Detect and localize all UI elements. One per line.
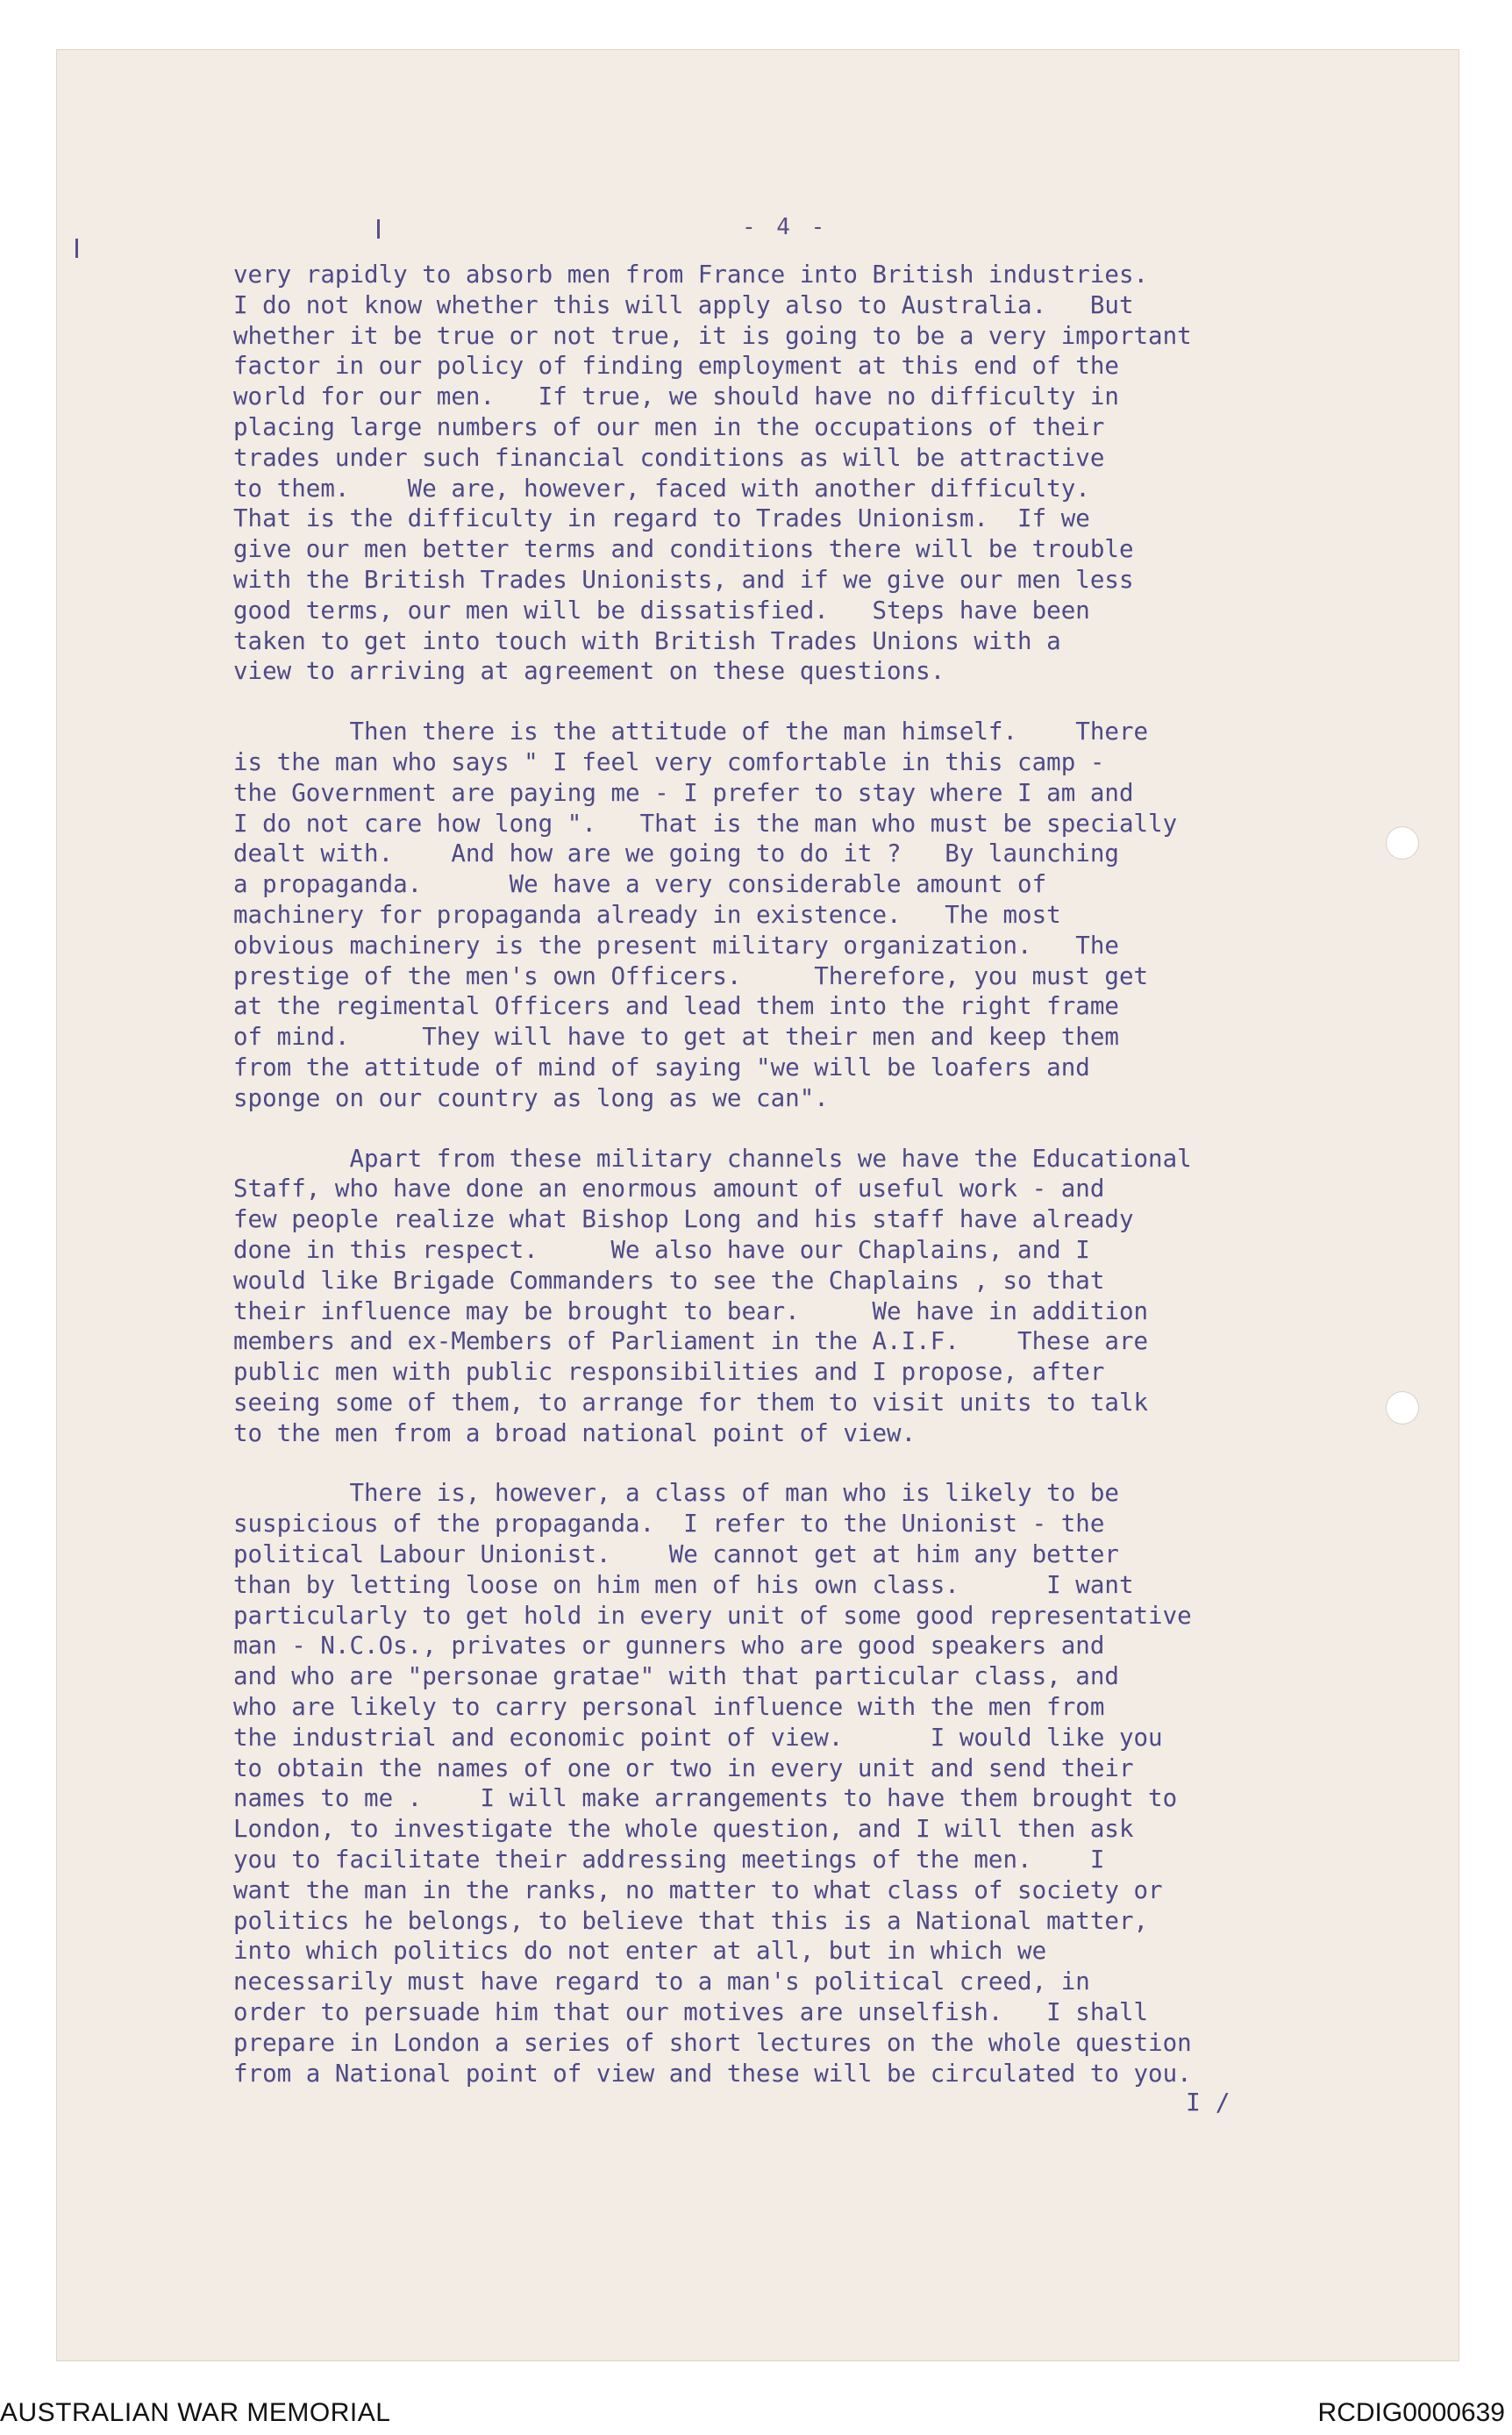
text-line: very rapidly to absorb men from France into British industries. [233,261,1149,289]
text-line: world for our men. If true, we should have no difficulty in [233,382,1119,411]
text-line: few people realize what Bishop Long and his staff have already [233,1205,1134,1234]
catchword: I / [1186,2088,1230,2117]
text-line: from the attitude of mind of saying "we will be loafers and [233,1053,1090,1082]
text-line: machinery for propaganda already in existence. The most [233,900,1061,929]
text-line: you to facilitate their addressing meetings of the men. I [233,1846,1105,1874]
text-line: to them. We are, however, faced with another difficulty. [233,474,1090,503]
text-line: and who are "personae gratae" with that particular class, and [233,1662,1119,1691]
text-line: prestige of the men's own Officers. Therefore, you must get [233,961,1149,990]
text-line: placing large numbers of our men in the occupations of their [233,412,1105,441]
text-line: taken to get into touch with British Trades Unions with a [233,626,1061,655]
text-line: members and ex-Members of Parliament in the A.I.F. These are [233,1327,1149,1356]
paragraph-2 [233,717,1382,1113]
page-number: - 4 - [742,214,829,240]
text-line: view to arriving at agreement on these questions. [233,657,945,686]
text-line: Then there is the attitude of the man himself. There [233,718,1149,746]
text-line: the Government are paying me - I prefer to stay where I am and [233,778,1134,807]
text-line: politics he belongs, to believe that this is a National matter, [233,1906,1149,1935]
text-line: particularly to get hold in every unit of some good representative [233,1601,1192,1630]
text-line: seeing some of them, to arrange for them to visit units to talk [233,1388,1149,1417]
institution-name: AUSTRALIAN WAR MEMORIAL [0,2398,391,2427]
text-line: is the man who says " I feel very comfortable in this camp - [233,747,1105,776]
text-line: I do not care how long ". That is the man who must be specially [233,809,1178,838]
text-line: done in this respect. We also have our Chaplains, and I [233,1235,1090,1264]
paragraph-4 [233,1478,1382,2089]
text-line: want the man in the ranks, no matter to what class of society or [233,1875,1163,1904]
text-line: public men with public responsibilities and I propose, after [233,1358,1105,1387]
text-line: London, to investigate the whole question, and I will then ask [233,1815,1134,1844]
text-line: to obtain the names of one or two in every unit and send their [233,1753,1134,1782]
text-line: with the British Trades Unionists, and if we give our men less [233,565,1134,594]
text-line: whether it be true or not true, it is going to be a very important [233,321,1192,350]
margin-mark [377,219,380,239]
text-line: trades under such financial conditions as will be attractive [233,443,1105,472]
text-line: necessarily must have regard to a man's political creed, in [233,1967,1090,1996]
text-line: political Labour Unionist. We cannot get at him any better [233,1540,1119,1569]
typed-letter-body [233,260,1382,2089]
archive-footer [0,2388,1512,2435]
text-line: into which politics do not enter at all, but in which we [233,1937,1047,1966]
text-line: That is the difficulty in regard to Trades Unionism. If we [233,504,1090,533]
text-line: names to me . I will make arrangements to have them brought to [233,1784,1178,1813]
text-line: at the regimental Officers and lead them into the right frame [233,992,1119,1021]
text-line: man - N.C.Os., privates or gunners who are good speakers and [233,1632,1105,1660]
text-line: of mind. They will have to get at their men and keep them [233,1023,1119,1052]
punch-hole-bottom [1386,1391,1419,1425]
text-line: good terms, our men will be dissatisfied. Steps have been [233,596,1090,625]
record-id: RCDIG0000639 [1317,2398,1505,2427]
margin-mark [75,239,78,258]
text-line: would like Brigade Commanders to see the Chaplains , so that [233,1266,1105,1295]
text-line: obvious machinery is the present military organization. The [233,931,1119,960]
text-line: than by letting loose on him men of his own class. I want [233,1570,1134,1599]
text-line: give our men better terms and conditions there will be trouble [233,535,1134,564]
text-line: Apart from these military channels we have the Educational [233,1144,1192,1173]
text-line: I do not know whether this will apply also to Australia. But [233,290,1134,319]
text-line: a propaganda. We have a very considerable amount of [233,870,1047,899]
text-line: Staff, who have done an enormous amount of useful work - and [233,1175,1105,1203]
paragraph-3 [233,1144,1382,1449]
text-line: from a National point of view and these will be circulated to you. [233,2059,1192,2088]
text-line: prepare in London a series of short lectures on the whole question [233,2028,1192,2057]
text-line: factor in our policy of finding employment at this end of the [233,352,1119,381]
text-line: who are likely to carry personal influence with the men from [233,1693,1105,1722]
text-line: There is, however, a class of man who is likely to be [233,1479,1119,1508]
text-line: their influence may be brought to bear. We have in addition [233,1296,1149,1325]
text-line: dealt with. And how are we going to do it ? By launching [233,839,1119,868]
text-line: order to persuade him that our motives are unselfish. I shall [233,1998,1149,2027]
punch-hole-top [1386,826,1419,860]
text-line: suspicious of the propaganda. I refer to the Unionist - the [233,1510,1105,1539]
text-line: sponge on our country as long as we can". [233,1083,829,1112]
text-line: to the men from a broad national point of view. [233,1418,916,1447]
text-line: the industrial and economic point of view. I would like you [233,1723,1163,1752]
paragraph-1 [233,260,1382,687]
